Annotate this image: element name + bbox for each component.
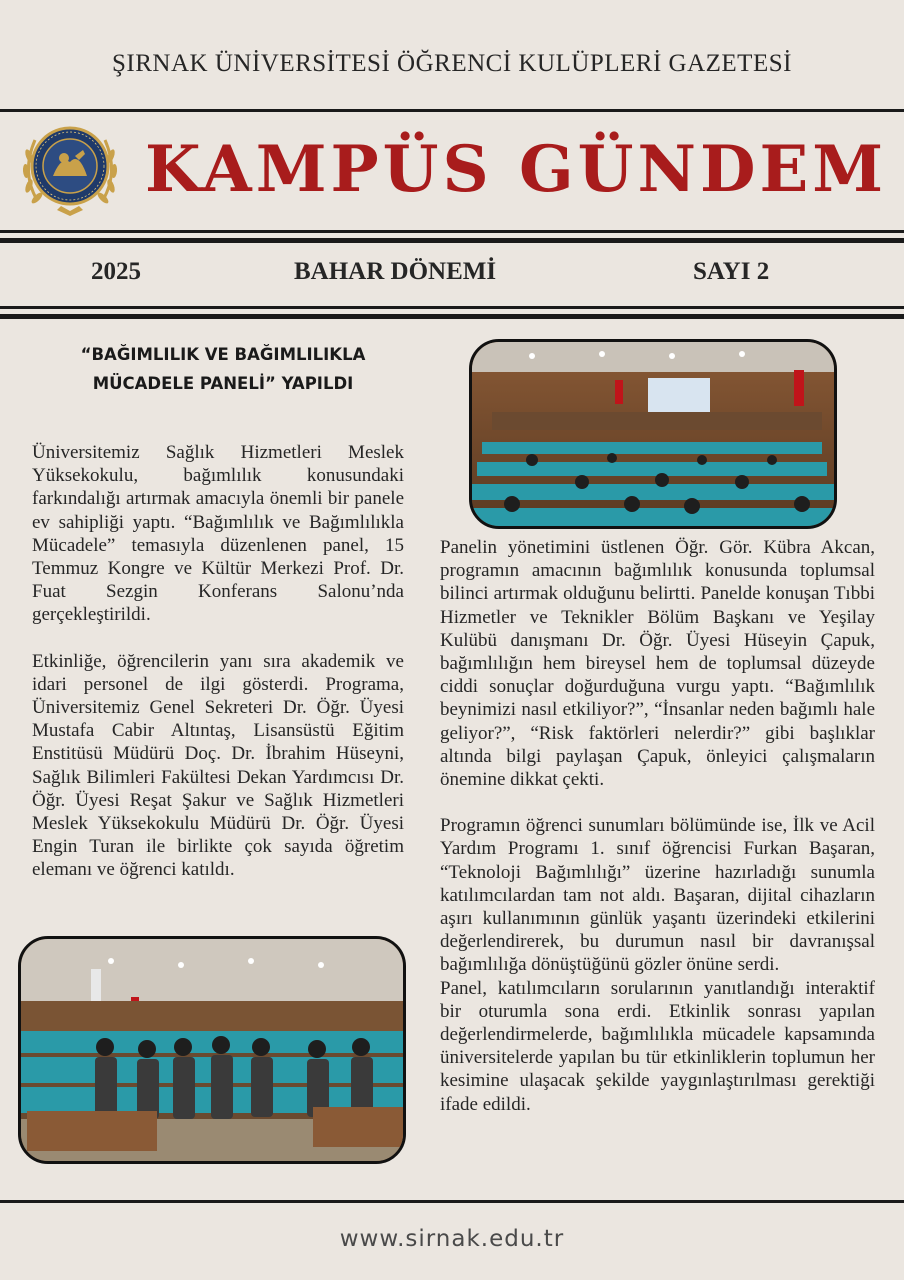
divider bbox=[0, 238, 904, 243]
masthead-title: KAMPÜS GÜNDEM bbox=[145, 132, 888, 207]
footer-url[interactable]: www.sirnak.edu.tr bbox=[339, 1226, 565, 1252]
issue-year: 2025 bbox=[91, 258, 141, 285]
divider bbox=[0, 306, 904, 309]
university-seal-icon bbox=[17, 116, 123, 222]
article-paragraph: Programın öğrenci sunumları bölümünde ise, İlk ve Acil Yardım Programı 1. sınıf öğrencisi Furkan Başaran, “Teknoloji Bağımlılığı” üzerine hazırladığı sunumla katılımcılardan tam not aldı. Başaran, dijital cihazların aşırı kullanımının günlük yaşantı üzerindeki etkilerini değerlendirerek, bu durumun nasıl bir davranışsal bağımlılığa dönüştüğünü gözler önüne serdi. bbox=[440, 815, 875, 976]
article-paragraph: Panel, katılımcıların sorularının yanıtlandığı interaktif bir oturumla sona erdi. Etkinlik sonrası yapılan değerlendirmelerde, bağımlılıkla mücadele kapsamında üniversitelerde yapılan bu tür etkinliklerin toplumun her kesimine ulaşacak şekilde yaygınlaştırılması gerektiği ifade edildi. bbox=[440, 977, 875, 1115]
divider bbox=[0, 109, 904, 112]
headline-line: “BAĞIMLILIK VE BAĞIMLILIKLA bbox=[80, 345, 366, 364]
divider bbox=[0, 314, 904, 319]
article-column-right bbox=[440, 536, 875, 1116]
article-headline bbox=[40, 340, 406, 398]
newspaper-subtitle: ŞIRNAK ÜNİVERSİTESİ ÖĞRENCİ KULÜPLERİ GAZETESİ bbox=[112, 50, 792, 77]
conference-hall-audience-photo bbox=[469, 339, 837, 529]
group-photo-panel-guests bbox=[18, 936, 406, 1164]
article-column-left bbox=[32, 441, 404, 882]
divider bbox=[0, 230, 904, 233]
article-paragraph: Panelin yönetimini üstlenen Öğr. Gör. Kübra Akcan, programın amacının bağımlılık konusunda toplumsal bilinci artırmak olduğunu belirtti. Panelde konuşan Tıbbi Hizmetler ve Teknikler Bölüm Başkanı ve Yeşilay Kulübü danışmanı Dr. Öğr. Üyesi Hüseyin Çapuk, bağımlılığın hem bireysel hem de toplumsal düzeyde ciddi sonuçlar doğurduğuna vurgu yaptı. “Bağımlılık beynimizi nasıl etkiliyor?”, “İnsanlar neden bağımlı hale geliyor?”, “Risk faktörleri nelerdir?” gibi başlıklar altında bilgi paylaşan Çapuk, önleyici çalışmaların önemine dikkat çekti. bbox=[440, 537, 875, 791]
divider bbox=[0, 1200, 904, 1203]
article-paragraph: Üniversitemiz Sağlık Hizmetleri Meslek Yüksekokulu, bağımlılık konusundaki farkındalığı artırmak amacıyla önemli bir panele ev sahipliği yaptı. “Bağımlılık ve Bağımlılıkla Mücadele” temasıyla düzenlenen panel, 15 Temmuz Kongre ve Kültür Merkezi Prof. Dr. Fuat Sezgin Konferans Salonu’nda gerçekleştirildi. bbox=[32, 442, 404, 626]
article-paragraph: Etkinliğe, öğrencilerin yanı sıra akademik ve idari personel de ilgi gösterdi. Programa, Üniversitemiz Genel Sekreteri Dr. Öğr. Üyesi Mustafa Cabir Altıntaş, Lisansüstü Eğitim Enstitüsü Müdürü Doç. Dr. İbrahim Hüseyni, Sağlık Bilimleri Fakültesi Dekan Yardımcısı Dr. Öğr. Üyesi Reşat Şakur ve Sağlık Hizmetleri Meslek Yüksekokulu Müdürü Dr. Öğr. Üyesi Engin Turan ile birlikte çok sayıda öğretim elemanı ve öğrenci katıldı. bbox=[32, 650, 404, 881]
issue-number: SAYI 2 bbox=[693, 258, 770, 285]
headline-line: MÜCADELE PANELİ” YAPILDI bbox=[92, 374, 354, 393]
issue-term: BAHAR DÖNEMİ bbox=[294, 258, 497, 285]
